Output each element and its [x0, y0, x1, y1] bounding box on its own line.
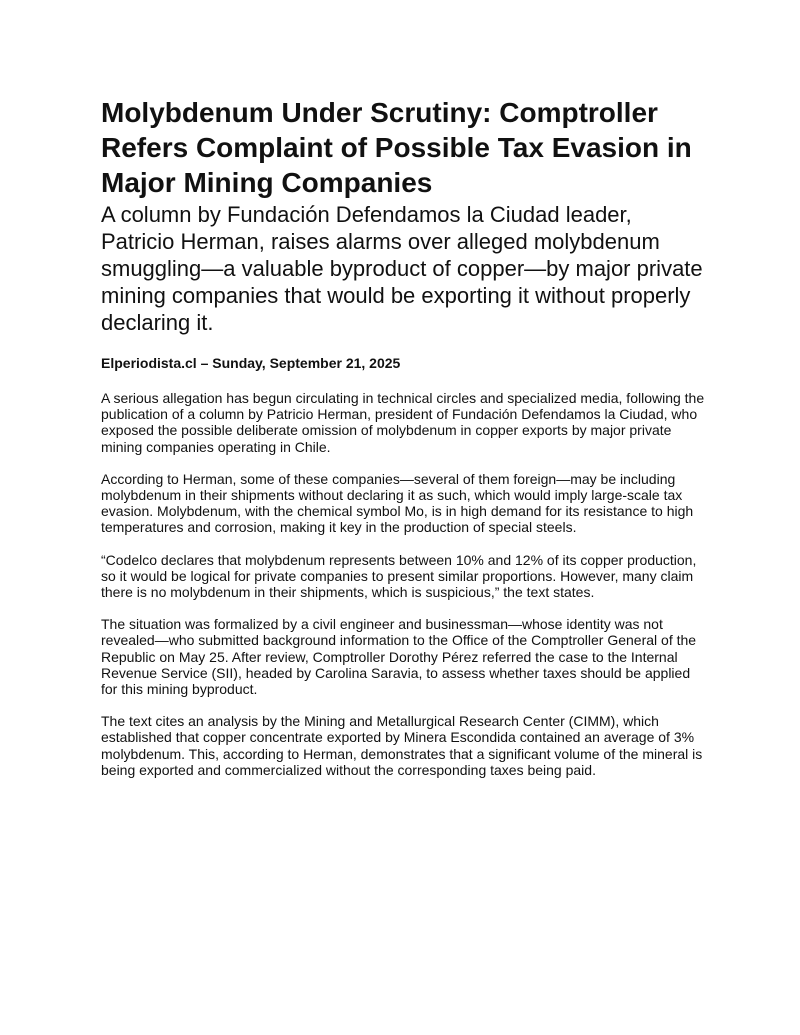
article [101, 95, 706, 794]
article-paragraph: A serious allegation has begun circulating in technical circles and specialized media, following the publication of a column by Patricio Herman, president of Fundación Defendamos la Ciudad, who exposed the possible deliberate omission of molybdenum in copper exports by major private mining companies operating in Chile. [101, 390, 705, 455]
article-headline: Molybdenum Under Scrutiny: Comptroller Refers Complaint of Possible Tax Evasion in Major Mining Companies [101, 97, 692, 198]
article-paragraph: According to Herman, some of these companies—several of them foreign—may be including molybdenum in their shipments without declaring it as such, which would imply large-scale tax evasion. Molybdenum, with the chemical symbol Mo, is in high demand for its resistance to high temperatures and corrosion, making it key in the production of special steels. [101, 470, 694, 536]
article-body [101, 390, 706, 778]
article-subheadline: A column by Fundación Defendamos la Ciudad leader, Patricio Herman, raises alarms over alleged molybdenum smuggling—a valuable byproduct of copper—by major private mining companies that would be exporting it without properly declaring it. [101, 202, 703, 335]
article-paragraph: “Codelco declares that molybdenum represents between 10% and 12% of its copper production, so it would be logical for private companies to present similar proportions. However, many claim there is no molybdenum in their shipments, which is suspicious,” the text states. [101, 551, 697, 601]
article-byline: Elperiodista.cl – Sunday, September 21, 2025 [101, 355, 401, 371]
article-paragraph: The text cites an analysis by the Mining and Metallurgical Research Center (CIMM), which established that copper concentrate exported by Minera Escondida contained an average of 3% molybdenum. This, according to Herman, demonstrates that a significant volume of the mineral is being exported and commercialized without the corresponding taxes being paid. [101, 713, 703, 778]
article-paragraph: The situation was formalized by a civil engineer and businessman—whose identity was not revealed—who submitted background information to the Office of the Comptroller General of the Republic on May 25. After review, Comptroller Dorothy Pérez referred the case to the Internal Revenue Service (SII), headed by Carolina Saravia, to assess whether taxes should be applied for this mining byproduct. [101, 616, 697, 698]
